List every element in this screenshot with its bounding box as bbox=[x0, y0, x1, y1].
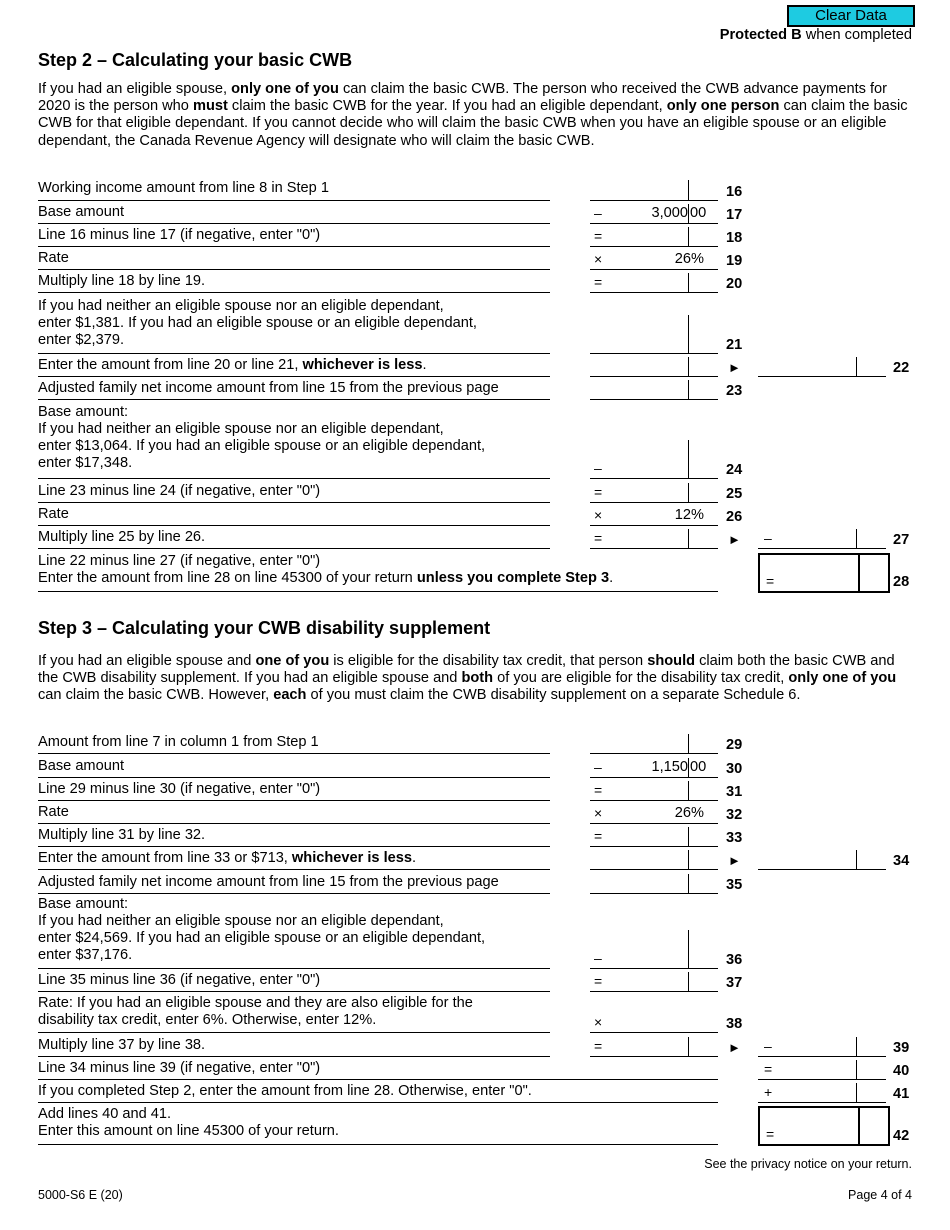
line19-field: × 26% bbox=[590, 250, 718, 270]
line40-input[interactable]: = bbox=[758, 1060, 886, 1080]
line21-label: If you had neither an eligible spouse nor an eligible dependant, enter $1,381. If you had an eligible spouse or an eligible dependant, enter $2,379. bbox=[38, 298, 550, 354]
line34-left-field bbox=[590, 850, 718, 870]
line32-number: 32 bbox=[726, 807, 743, 823]
line38-number: 38 bbox=[726, 1016, 743, 1032]
line41-input[interactable]: + bbox=[758, 1083, 886, 1103]
form-identifier: 5000-S6 E (20) bbox=[38, 1188, 123, 1202]
line22-number: 22 bbox=[893, 360, 910, 376]
line28-label: Line 22 minus line 27 (if negative, enter "0") Enter the amount from line 28 on line 45300 of your return unless you complete Step 3. bbox=[38, 553, 718, 592]
line39-left-input[interactable]: = bbox=[590, 1037, 718, 1057]
line29-label: Amount from line 7 in column 1 from Step 1 bbox=[38, 734, 550, 754]
line36-input[interactable]: – bbox=[590, 930, 718, 969]
line19-label: Rate bbox=[38, 250, 550, 270]
line24-input[interactable]: – bbox=[590, 440, 718, 479]
line16-label: Working income amount from line 8 in Step 1 bbox=[38, 180, 550, 201]
line42-label: Add lines 40 and 41. Enter this amount on line 45300 of your return. bbox=[38, 1106, 718, 1145]
line27-input[interactable]: – bbox=[758, 529, 886, 549]
line16-input[interactable] bbox=[590, 180, 718, 201]
step3-title: Step 3 – Calculating your CWB disability supplement bbox=[38, 618, 491, 638]
line33-input[interactable]: = bbox=[590, 827, 718, 847]
line34-number: 34 bbox=[893, 853, 910, 869]
privacy-notice: See the privacy notice on your return. bbox=[704, 1157, 912, 1171]
line22-left-field bbox=[590, 357, 718, 377]
protected-b-notice: Protected B when completed bbox=[719, 27, 912, 43]
line27-label: Multiply line 25 by line 26. bbox=[38, 529, 550, 549]
line32-field: × 26% bbox=[590, 804, 718, 824]
line35-label: Adjusted family net income amount from line 15 from the previous page bbox=[38, 874, 550, 894]
line17-field: – 3,000 00 bbox=[590, 204, 718, 224]
line18-number: 18 bbox=[726, 230, 743, 246]
line38-input[interactable]: × bbox=[590, 1013, 718, 1033]
line27-arrow-icon: ► bbox=[728, 532, 741, 547]
line29-number: 29 bbox=[726, 737, 743, 753]
line22-arrow-icon: ► bbox=[728, 360, 741, 375]
line40-number: 40 bbox=[893, 1063, 910, 1079]
line22-label: Enter the amount from line 20 or line 21, whichever is less. bbox=[38, 357, 550, 377]
line33-label: Multiply line 31 by line 32. bbox=[38, 827, 550, 847]
line27-number: 27 bbox=[893, 532, 910, 548]
line17-label: Base amount bbox=[38, 204, 550, 224]
line35-input[interactable] bbox=[590, 874, 718, 894]
line37-input[interactable]: = bbox=[590, 972, 718, 992]
line42-input[interactable]: = bbox=[758, 1106, 888, 1146]
line37-label: Line 35 minus line 36 (if negative, enter "0") bbox=[38, 972, 550, 992]
line28-number: 28 bbox=[893, 574, 910, 590]
line37-number: 37 bbox=[726, 975, 743, 991]
line31-input[interactable]: = bbox=[590, 781, 718, 801]
line34-label: Enter the amount from line 33 or $713, whichever is less. bbox=[38, 850, 550, 870]
line35-number: 35 bbox=[726, 877, 743, 893]
line28-input[interactable]: = bbox=[758, 553, 888, 593]
line41-number: 41 bbox=[893, 1086, 910, 1102]
line39-input[interactable]: – bbox=[758, 1037, 886, 1057]
step2-intro: If you had an eligible spouse, only one of you can claim the basic CWB. The person who received the CWB advance payments for 2020 is the person who must claim the basic CWB for the year. If you had an eligible dependant, only one person can claim the basic CWB for that eligible dependant. If you cannot decide who will claim the basic CWB when you have an eligible spouse or an eligible dependant, the Canada Revenue Agency will designate who will claim the basic CWB. bbox=[38, 81, 908, 149]
line16-number: 16 bbox=[726, 184, 743, 200]
line42-number: 42 bbox=[893, 1128, 910, 1144]
line19-number: 19 bbox=[726, 253, 743, 269]
line18-input[interactable]: = bbox=[590, 227, 718, 247]
line31-number: 31 bbox=[726, 784, 743, 800]
line33-number: 33 bbox=[726, 830, 743, 846]
line36-label: Base amount: If you had neither an eligible spouse nor an eligible dependant, enter $24,569. If you had an eligible spouse or an eligible dependant, enter $37,176. bbox=[38, 896, 550, 969]
line20-number: 20 bbox=[726, 276, 743, 292]
line30-label: Base amount bbox=[38, 758, 550, 778]
line26-label: Rate bbox=[38, 506, 550, 526]
line41-label: If you completed Step 2, enter the amount from line 28. Otherwise, enter "0". bbox=[38, 1083, 718, 1103]
line40-label: Line 34 minus line 39 (if negative, enter "0") bbox=[38, 1060, 718, 1080]
line38-label: Rate: If you had an eligible spouse and they are also eligible for the disability tax credit, enter 6%. Otherwise, enter 12%. bbox=[38, 995, 550, 1033]
line29-input[interactable] bbox=[590, 734, 718, 754]
line24-number: 24 bbox=[726, 462, 743, 478]
line39-number: 39 bbox=[893, 1040, 910, 1056]
line22-input[interactable] bbox=[758, 357, 886, 377]
line20-label: Multiply line 18 by line 19. bbox=[38, 273, 550, 293]
line36-number: 36 bbox=[726, 952, 743, 968]
line25-number: 25 bbox=[726, 486, 743, 502]
line34-arrow-icon: ► bbox=[728, 853, 741, 868]
line31-label: Line 29 minus line 30 (if negative, enter "0") bbox=[38, 781, 550, 801]
line23-number: 23 bbox=[726, 383, 743, 399]
line30-field: – 1,150 00 bbox=[590, 758, 718, 778]
line23-input[interactable] bbox=[590, 380, 718, 400]
line34-input[interactable] bbox=[758, 850, 886, 870]
line21-number: 21 bbox=[726, 337, 743, 353]
line17-number: 17 bbox=[726, 207, 743, 223]
page-number: Page 4 of 4 bbox=[848, 1188, 912, 1202]
line27-left-input[interactable]: = bbox=[590, 529, 718, 549]
line21-input[interactable] bbox=[590, 315, 718, 354]
step2-title: Step 2 – Calculating your basic CWB bbox=[38, 50, 353, 70]
line26-number: 26 bbox=[726, 509, 743, 525]
step3-intro: If you had an eligible spouse and one of you is eligible for the disability tax credit, that person should claim both the basic CWB and the CWB disability supplement. If you had an eligible spouse and both of you are eligible for the disability tax credit, only one of you can claim the basic CWB. However, each of you must claim the CWB disability supplement on a separate Schedule 6. bbox=[38, 653, 897, 704]
line32-label: Rate bbox=[38, 804, 550, 824]
line26-field: × 12% bbox=[590, 506, 718, 526]
clear-data-button[interactable]: Clear Data bbox=[787, 5, 915, 27]
line25-label: Line 23 minus line 24 (if negative, enter "0") bbox=[38, 483, 550, 503]
line18-label: Line 16 minus line 17 (if negative, enter "0") bbox=[38, 227, 550, 247]
line39-label: Multiply line 37 by line 38. bbox=[38, 1037, 550, 1057]
line30-number: 30 bbox=[726, 761, 743, 777]
line24-label: Base amount: If you had neither an eligible spouse nor an eligible dependant, enter $13,064. If you had an eligible spouse or an eligible dependant, enter $17,348. bbox=[38, 404, 550, 479]
line20-input[interactable]: = bbox=[590, 273, 718, 293]
line23-label: Adjusted family net income amount from line 15 from the previous page bbox=[38, 380, 550, 400]
line39-arrow-icon: ► bbox=[728, 1040, 741, 1055]
line25-input[interactable]: = bbox=[590, 483, 718, 503]
